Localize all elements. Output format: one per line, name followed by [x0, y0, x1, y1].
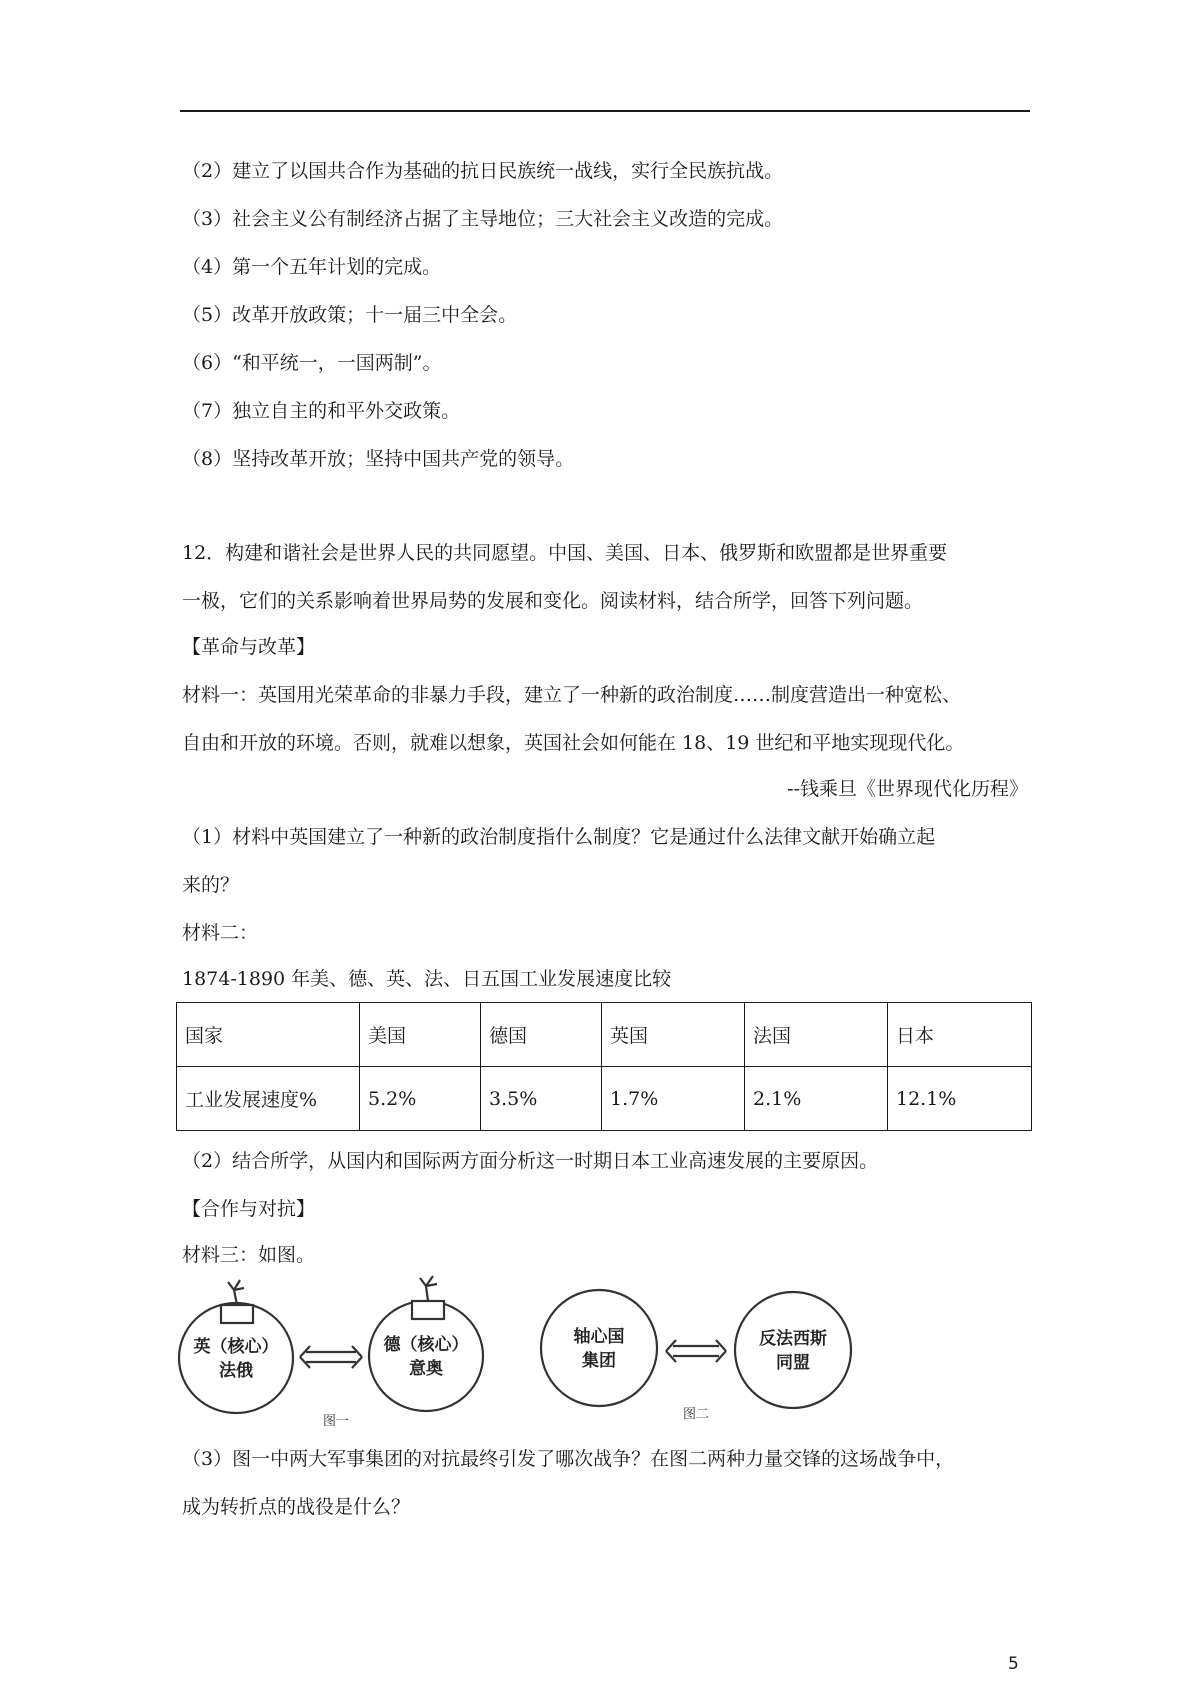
header-rule [180, 110, 1030, 112]
table-header-cell: 日本 [888, 1003, 1032, 1067]
answer-7: （7）独立自主的和平外交政策。 [182, 400, 461, 422]
fig2-right-line1: 反法西斯 [759, 1329, 827, 1349]
answer-6: （6）“和平统一，一国两制”。 [182, 352, 442, 374]
answer-2: （2）建立了以国共合作为基础的抗日民族统一战线，实行全民族抗战。 [182, 160, 784, 182]
alliance-diagram [176, 1268, 1016, 1433]
section-revolution-reform: 【革命与改革】 [182, 636, 316, 658]
fig1-right-line1: 德（核心） [383, 1335, 469, 1355]
table-header-cell: 英国 [602, 1003, 745, 1067]
sub1-line1: （1）材料中英国建立了一种新的政治制度指什么制度？它是通过什么法律文献开始确立起 [182, 826, 936, 848]
sub2: （2）结合所学，从国内和国际两方面分析这一时期日本工业高速发展的主要原因。 [182, 1150, 879, 1172]
sub3-line2: 成为转折点的战役是什么？ [182, 1496, 411, 1518]
table-caption: 1874-1890 年美、德、英、法、日五国工业发展速度比较 [182, 968, 672, 990]
table-cell: 5.2% [360, 1067, 481, 1131]
table-cell: 3.5% [481, 1067, 602, 1131]
fig1-left-line1: 英（核心） [193, 1337, 279, 1357]
table-header-row [177, 1003, 1032, 1067]
industry-speed-table [176, 1002, 1032, 1131]
q12-intro-line1: 12．构建和谐社会是世界人民的共同愿望。中国、美国、日本、俄罗斯和欧盟都是世界重要 [182, 542, 948, 564]
table-header-cell: 美国 [360, 1003, 481, 1067]
sub1-line2: 来的？ [182, 874, 240, 896]
material2-label: 材料二： [182, 922, 259, 944]
table-header-cell: 法国 [745, 1003, 888, 1067]
section-cooperation-confrontation: 【合作与对抗】 [182, 1198, 316, 1220]
material1-line2: 自由和开放的环境。否则，就难以想象，英国社会如何能在 18、19 世纪和平地实现现代化。 [182, 732, 965, 754]
fig1-right-line2: 意奥 [409, 1359, 443, 1379]
fig1-left-line2: 法俄 [219, 1361, 253, 1381]
fig1-caption: 图一 [322, 1414, 350, 1429]
answer-3: （3）社会主义公有制经济占据了主导地位；三大社会主义改造的完成。 [182, 208, 784, 230]
fig2-left-line1: 轴心国 [573, 1327, 625, 1347]
table-cell: 1.7% [602, 1067, 745, 1131]
answer-5: （5）改革开放政策；十一届三中全会。 [182, 304, 518, 326]
table-header-cell: 德国 [481, 1003, 602, 1067]
sub3-line1: （3）图一中两大军事集团的对抗最终引发了哪次战争？在图二两种力量交锋的这场战争中， [182, 1448, 955, 1470]
fig2-caption: 图二 [682, 1407, 710, 1422]
table-row [177, 1067, 1032, 1131]
answer-8: （8）坚持改革开放；坚持中国共产党的领导。 [182, 448, 575, 470]
fig2-left-line2: 集团 [582, 1351, 616, 1371]
material3-label: 材料三：如图。 [182, 1244, 316, 1266]
answer-4: （4）第一个五年计划的完成。 [182, 256, 442, 278]
table-cell: 工业发展速度% [177, 1067, 360, 1131]
fig2-right-line2: 同盟 [776, 1353, 810, 1373]
q12-intro-line2: 一极，它们的关系影响着世界局势的发展和变化。阅读材料，结合所学，回答下列问题。 [182, 590, 924, 612]
table-header-cell: 国家 [177, 1003, 360, 1067]
page-number: 5 [1008, 1654, 1019, 1674]
table-cell: 12.1% [888, 1067, 1032, 1131]
material1-line1: 材料一：英国用光荣革命的非暴力手段，建立了一种新的政治制度……制度营造出一种宽松、 [182, 684, 962, 706]
material1-source: --钱乘旦《世界现代化历程》 [787, 778, 1028, 800]
table-cell: 2.1% [745, 1067, 888, 1131]
